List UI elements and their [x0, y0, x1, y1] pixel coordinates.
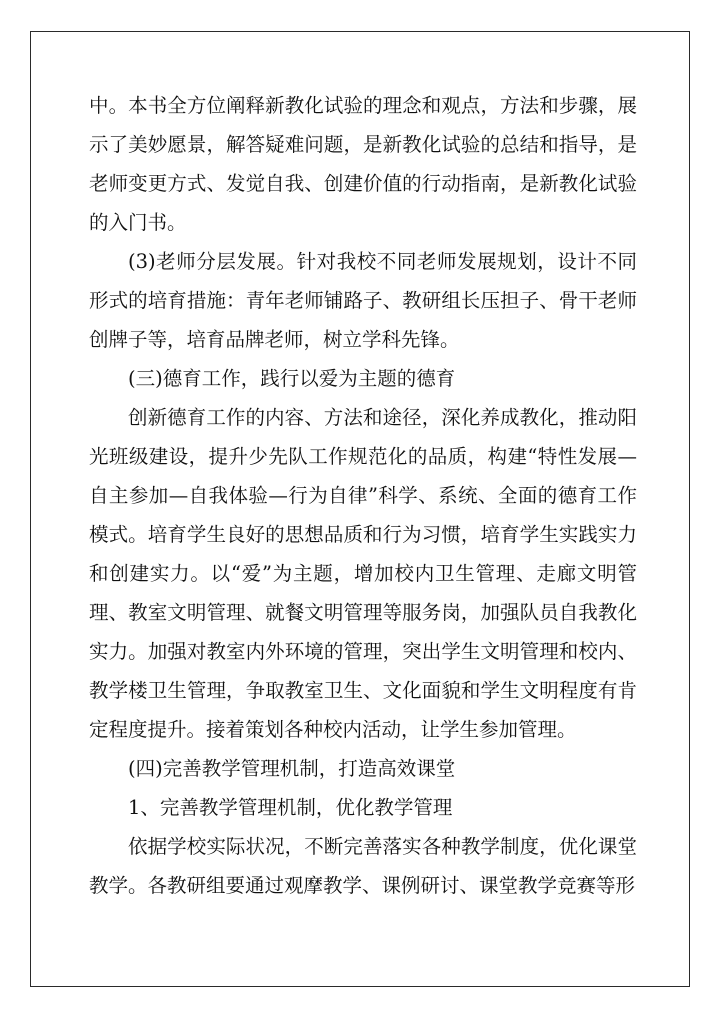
paragraph-continuation: 中。本书全方位阐释新教化试验的理念和观点，方法和步骤，展示了美妙愿景，解答疑难问题，是新教化试验的总结和指导，是老师变更方式、发觉自我、创建价值的行动指南，是新教化试验的入门书。 — [89, 94, 637, 234]
subsection-heading-1: 1、完善教学管理机制，优化教学管理 — [128, 796, 453, 819]
section-heading-teaching-management: (四)完善教学管理机制，打造高效课堂 — [128, 757, 456, 780]
section-heading-moral-education: (三)德育工作，践行以爱为主题的德育 — [128, 367, 456, 390]
paragraph-teaching-system: 依据学校实际状况，不断完善落实各种教学制度，优化课堂教学。各教研组要通过观摩教学、课例研讨、课堂教学竞赛等形 — [89, 835, 637, 897]
paragraph-teacher-development: (3)老师分层发展。针对我校不同老师发展规划，设计不同形式的培育措施：青年老师铺路子、教研组长压担子、骨干老师创牌子等，培育品牌老师，树立学科先锋。 — [89, 250, 637, 351]
paragraph-moral-education: 创新德育工作的内容、方法和途径，深化养成教化，推动阳光班级建设，提升少先队工作规范化的品质，构建“特性发展—自主参加—自我体验—行为自律”科学、系统、全面的德育工作模式。培育学生良好的思想品质和行为习惯，培育学生实践实力和创建实力。以“爱”为主题，增加校内卫生管理、走廊文明管理、教室文明管理、就餐文明管理等服务岗，加强队员自我教化实力。加强对教室内外环境的管理，突出学生文明管理和校内、教学楼卫生管理，争取教室卫生、文化面貌和学生文明程度有肯定程度提升。接着策划各种校内活动，让学生参加管理。 — [89, 406, 637, 741]
document-body — [89, 86, 637, 905]
